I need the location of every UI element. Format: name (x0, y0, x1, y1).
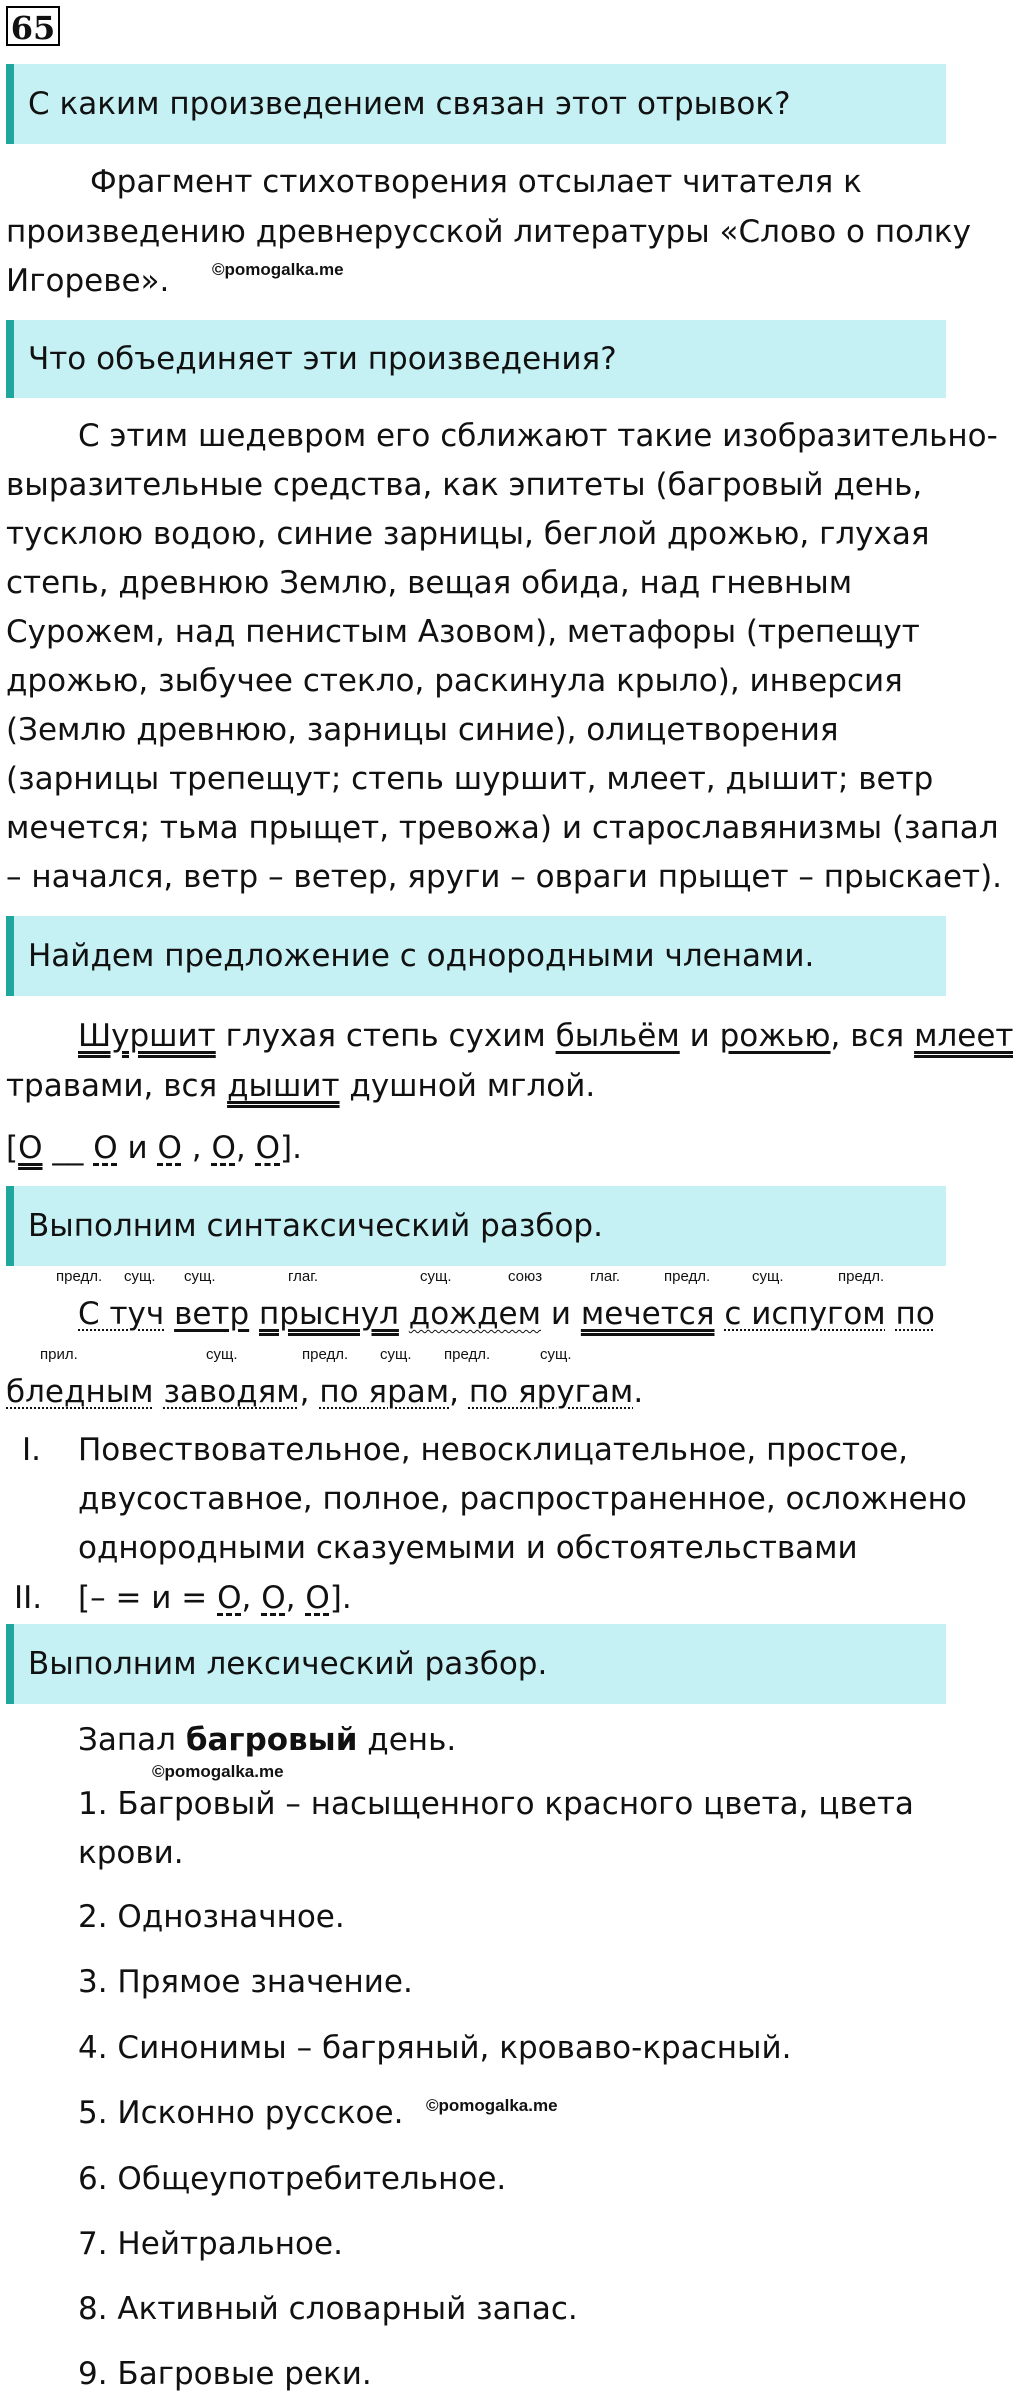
list-marker-1: I. (22, 1432, 41, 1468)
sentence-3-line-1: Шуршит глухая степь сухим быльём и рожью, вся млеет (78, 1018, 1013, 1054)
answer-2-line-1: С этим шедевром его сближают такие изобразительно- (78, 418, 998, 454)
answer-2-line-5: Сурожем, над пенистым Азовом), метафоры (трепещут (6, 614, 920, 650)
pos-label: предл. (664, 1268, 711, 1285)
analysis-line-1: Повествовательное, невосклицательное, простое, (78, 1432, 908, 1468)
lexical-item-8: 8. Активный словарный запас. (78, 2291, 578, 2327)
lexical-item-4: 4. Синонимы – багряный, кроваво-красный. (78, 2030, 792, 2066)
lexical-item-5: 5. Исконно русское. (78, 2095, 404, 2131)
pos-label: предл. (56, 1268, 103, 1285)
analysis-line-2: двусоставное, полное, распространенное, осложнено (78, 1481, 967, 1517)
lexical-phrase: Запал багровый день. (78, 1722, 457, 1758)
pos-label: предл. (838, 1268, 885, 1285)
pos-label: глаг. (288, 1268, 319, 1285)
answer-2-line-8: (зарницы трепещут; степь шуршит, млеет, дышит; ветр (6, 761, 934, 797)
question-header-3: Найдем предложение с однородными членами. (6, 916, 946, 996)
lexical-item-7: 7. Нейтральное. (78, 2226, 343, 2262)
pos-label: сущ. (124, 1268, 156, 1285)
sentence-4-line-2: бледным заводям, по ярам, по яругам. (6, 1374, 644, 1410)
lexical-item-6: 6. Общеупотребительное. (78, 2161, 507, 2197)
pos-label: предл. (302, 1346, 349, 1363)
pos-label: сущ. (540, 1346, 572, 1363)
question-header-1: С каким произведением связан этот отрывок? (6, 64, 946, 144)
watermark: ©pomogalka.me (152, 1762, 284, 1781)
answer-2-line-3: тусклою водою, синие зарницы, беглой дрожью, глухая (6, 516, 930, 552)
pos-label: сущ. (420, 1268, 452, 1285)
answer-2-line-6: дрожью, зыбучее стекло, раскинула крыло), инверсия (6, 663, 903, 699)
analysis-line-3: однородными сказуемыми и обстоятельствами (78, 1530, 858, 1566)
answer-1-line-3: Игореве». (6, 263, 170, 299)
pos-label: союз (508, 1268, 543, 1285)
pos-label: сущ. (752, 1268, 784, 1285)
lexical-item-3: 3. Прямое значение. (78, 1964, 413, 2000)
pos-label: прил. (40, 1346, 78, 1363)
watermark: ©pomogalka.me (426, 2096, 558, 2115)
answer-2-line-9: мечется; тьма прыщет, тревожа) и старославянизмы (запал (6, 810, 999, 846)
lexical-item-1-line-2: крови. (78, 1835, 184, 1871)
list-marker-2: II. (14, 1580, 43, 1616)
answer-2-line-7: (Землю древнюю, зарницы синие), олицетворения (6, 712, 839, 748)
scheme-4: [– = и = О, О, О]. (78, 1580, 352, 1616)
pos-label: сущ. (380, 1346, 412, 1363)
question-header-2: Что объединяет эти произведения? (6, 320, 946, 398)
answer-2-line-4: степь, древнюю Землю, вещая обида, над гневным (6, 565, 853, 601)
answer-1-line-2: произведению древнерусской литературы «Слово о полку (6, 214, 971, 250)
answer-1-line-1: Фрагмент стихотворения отсылает читателя к (90, 164, 862, 200)
lexical-item-2: 2. Однозначное. (78, 1899, 345, 1935)
sentence-3-line-2: травами, вся дышит душной мглой. (6, 1068, 596, 1104)
question-header-4: Выполним синтаксический разбор. (6, 1186, 946, 1266)
watermark: ©pomogalka.me (212, 260, 344, 279)
lexical-item-9: 9. Багровые реки. (78, 2356, 372, 2392)
pos-label: сущ. (206, 1346, 238, 1363)
pos-label: предл. (444, 1346, 491, 1363)
lexical-item-1-line-1: 1. Багровый – насыщенного красного цвета, цвета (78, 1786, 914, 1822)
sentence-4-line-1: С туч ветр прыснул дождем и мечется с испугом по (78, 1296, 935, 1332)
pos-label: глаг. (590, 1268, 621, 1285)
task-number: 65 (6, 6, 60, 46)
answer-2-line-10: – начался, ветр – ветер, яруги – овраги прыщет – прыскает). (6, 859, 1003, 895)
answer-2-line-2: выразительные средства, как эпитеты (багровый день, (6, 467, 923, 503)
pos-label: сущ. (184, 1268, 216, 1285)
scheme-3: [О __ О и О , О, О]. (6, 1130, 302, 1166)
question-header-5: Выполним лексический разбор. (6, 1624, 946, 1704)
